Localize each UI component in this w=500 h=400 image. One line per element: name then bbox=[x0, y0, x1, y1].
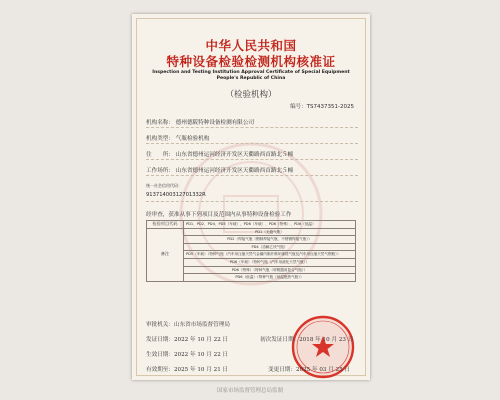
institution-name-value: 德州德阪特种设备检测有限公司 bbox=[175, 120, 255, 126]
scope-remark-item: PD1（无缝气瓶） bbox=[184, 228, 356, 236]
expiry-date-label: 有效期至： bbox=[146, 367, 174, 373]
cert-no-label: 编号： bbox=[290, 104, 307, 110]
scope-table bbox=[146, 220, 356, 282]
title-en-line1: Inspection and Testing Institution Approval Certificate of Special Equipment bbox=[152, 70, 350, 75]
first-issue-value: 2018 年 10 月 23 日 bbox=[299, 337, 354, 343]
workplace-value: 山东省德州运河经济开发区天衢路西首路北５幢 bbox=[175, 168, 294, 174]
scope-remark-item: PD6（特殊）（特种气瓶（呼吸器用复合气瓶）） bbox=[184, 266, 356, 274]
institution-type-value: 气瓶检验机构 bbox=[175, 136, 210, 142]
scope-remark-item: PD5（车载）（特种气瓶（汽车用压缩天然气金属内胆纤维环缠绕气瓶及汽车用压缩天然气钢瓶）） bbox=[184, 251, 356, 259]
title-en-line2: People's Republic of China bbox=[216, 76, 286, 81]
table-row bbox=[147, 221, 356, 229]
scope-remarks-label: 备注 bbox=[147, 228, 184, 281]
change-date-label: 变更日期： bbox=[268, 367, 296, 373]
scope-codes: PD1、PD2、PD4、PD5（车载）、PD6（车载）、PD6（特殊）、PD6（低温） bbox=[184, 221, 356, 229]
issue-date-label: 发证日期： bbox=[146, 337, 174, 343]
institution-type-row bbox=[146, 134, 360, 142]
scope-remark-item: PD4（溶解乙炔气瓶） bbox=[184, 243, 356, 251]
certificate-subtitle: （检验机构） bbox=[225, 90, 277, 100]
cert-no-value: TS7437351-2025 bbox=[306, 104, 354, 110]
effective-date-row bbox=[146, 350, 228, 358]
credit-code-row bbox=[146, 183, 360, 189]
institution-name-label: 机构名称： bbox=[146, 120, 174, 126]
issuing-authority-value: 山东省市场监督管理局 bbox=[173, 322, 230, 328]
expiry-date-row bbox=[146, 365, 228, 373]
institution-type-label: 机构类型： bbox=[146, 136, 174, 142]
credit-code-value-row bbox=[146, 192, 360, 198]
address-value: 山东省德州运河经济开发区天衢路西首路北５幢 bbox=[175, 152, 294, 158]
divider bbox=[146, 175, 358, 176]
address-row bbox=[146, 150, 360, 158]
issue-date-row bbox=[146, 335, 228, 343]
change-date-value: 2025 年 03 月 25 日 bbox=[295, 367, 351, 373]
scope-code-label: 检验项目代码 bbox=[147, 221, 184, 229]
issue-date-value: 2022 年 10 月 22 日 bbox=[173, 337, 229, 343]
table-row bbox=[147, 228, 356, 236]
scope-remark-item: PD6（车载）（特种气瓶（汽车用液化天然气瓶）） bbox=[184, 258, 356, 266]
divider bbox=[146, 159, 358, 160]
first-issue-row bbox=[260, 335, 353, 343]
divider bbox=[146, 201, 358, 202]
scope-remark-item: PD6（低温）（特种气瓶（低温绝热气瓶）） bbox=[184, 274, 356, 282]
credit-code-label: 统一社会信用代码： bbox=[146, 183, 182, 188]
image-caption: 国家市场监督管理总局监制 bbox=[216, 388, 283, 394]
address-label: 住 所： bbox=[146, 152, 174, 158]
change-date-row bbox=[268, 365, 350, 373]
certificate-number bbox=[290, 102, 354, 110]
scope-heading: 经审查，获准从事下列项目及范围内从事特种设备检验工作 bbox=[146, 212, 292, 218]
credit-code-value: 91371400312701332R bbox=[146, 192, 206, 198]
institution-name-row bbox=[146, 118, 360, 126]
title-cn-line1: 中华人民共和国 bbox=[205, 38, 297, 53]
divider bbox=[146, 127, 358, 128]
scope-remark-item: PD2（焊接气瓶（钢制焊接气瓶、不锈钢焊接气瓶）） bbox=[184, 236, 356, 244]
divider bbox=[146, 143, 358, 144]
effective-date-value: 2022 年 10 月 22 日 bbox=[173, 352, 229, 358]
workplace-row bbox=[146, 166, 360, 174]
effective-date-label: 生效日期： bbox=[146, 352, 174, 358]
workplace-label: 工作场所： bbox=[146, 168, 174, 174]
first-issue-label: 初次发证日期： bbox=[260, 337, 300, 343]
title-cn-line2: 特种设备检验检测机构核准证 bbox=[166, 54, 336, 69]
issuing-authority-row bbox=[146, 320, 230, 328]
issuing-authority-label: 审批机关： bbox=[146, 322, 174, 328]
certificate bbox=[132, 14, 370, 380]
expiry-date-value: 2025 年 10 月 21 日 bbox=[173, 367, 229, 373]
